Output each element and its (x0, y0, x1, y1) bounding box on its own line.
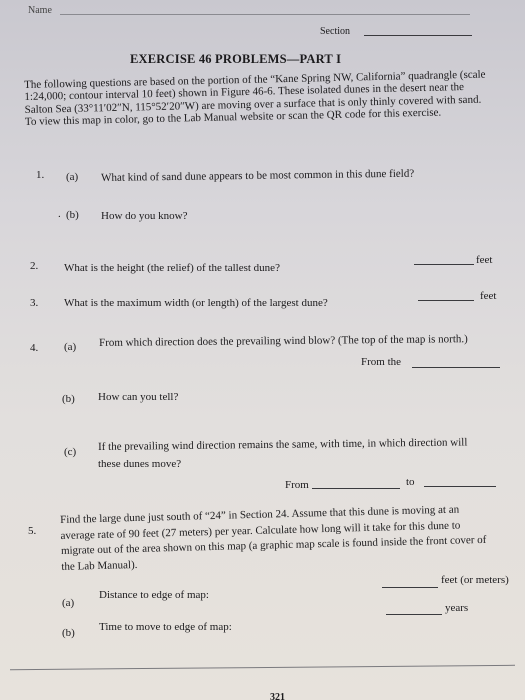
q1b-label: (b) (66, 209, 79, 221)
q1-number: 1. (36, 169, 45, 181)
name-label: Name (28, 5, 52, 16)
q2-unit: feet (476, 254, 493, 266)
q5b-text: Time to move to edge of map: (99, 621, 232, 633)
q2-answer-blank[interactable] (414, 264, 474, 265)
q2-number: 2. (30, 260, 39, 272)
q4b-text: How can you tell? (98, 391, 179, 403)
q5a-text: Distance to edge of map: (99, 589, 209, 601)
q3-unit: feet (480, 290, 497, 302)
q5-number: 5. (28, 525, 37, 537)
q4a-text: From which direction does the prevailing wind blow? (The top of the map is north.) (99, 333, 468, 349)
q5b-unit: years (445, 602, 469, 614)
q3-text: What is the maximum width (or length) of the largest dune? (64, 297, 328, 309)
q1b-text: How do you know? (101, 210, 188, 222)
q4c-from-blank[interactable] (312, 488, 400, 489)
q5a-label: (a) (62, 597, 75, 609)
q5-text: Find the large dune just south of “24” in Section 24. Assume that this dune is moving at an average rate of 90 feet (27 meters) per year. Calculate how long will it take for this dune to migrate out of the area shown on this map (a graphic map scale is found inside the front cover of the Lab Manual). (60, 503, 487, 573)
q4b-label: (b) (62, 393, 75, 405)
q5b-label: (b) (62, 627, 75, 639)
q1a-label: (a) (66, 171, 79, 183)
q2-text: What is the height (the relief) of the tallest dune? (64, 262, 280, 274)
q4a-answer-blank[interactable] (412, 367, 500, 368)
q5a-answer-blank[interactable] (382, 587, 438, 588)
q1b-bullet: . (58, 208, 61, 220)
q3-number: 3. (30, 297, 39, 309)
intro-paragraph: The following questions are based on the portion of the “Kane Spring NW, California” quadrangle (scale 1:24,000; contour interval 10 feet) shown in Figure 46-6. These isolated dunes in the desert near the Salton Sea (33°11′02″N, 115°52′20″W) are moving over a surface that is only thinly covered with sand. To view this map in color, go to the Lab Manual website or scan the QR code for this exercise. (24, 68, 486, 129)
q4c-text-line2: these dunes move? (98, 458, 182, 470)
q4c-to-blank[interactable] (424, 486, 496, 487)
footer-rule (10, 665, 515, 670)
q4a-answer-prefix: From the (361, 356, 402, 368)
q5b-answer-blank[interactable] (386, 614, 442, 615)
page-title: EXERCISE 46 PROBLEMS—PART I (130, 52, 342, 66)
section-label: Section (320, 26, 350, 37)
q5a-unit: feet (or meters) (441, 574, 509, 586)
q3-answer-blank[interactable] (418, 300, 474, 301)
name-blank[interactable] (60, 14, 470, 15)
q4c-to-label: to (406, 476, 415, 488)
q4a-label: (a) (64, 341, 77, 353)
q1a-text: What kind of sand dune appears to be most common in this dune field? (101, 167, 415, 184)
page-number: 321 (270, 692, 285, 700)
section-blank[interactable] (364, 35, 472, 36)
q4-number: 4. (30, 342, 39, 354)
q4c-from-label: From (285, 479, 309, 491)
q4c-text-line1: If the prevailing wind direction remains the same, with time, in which direction will (98, 436, 468, 453)
q4c-label: (c) (64, 446, 77, 458)
